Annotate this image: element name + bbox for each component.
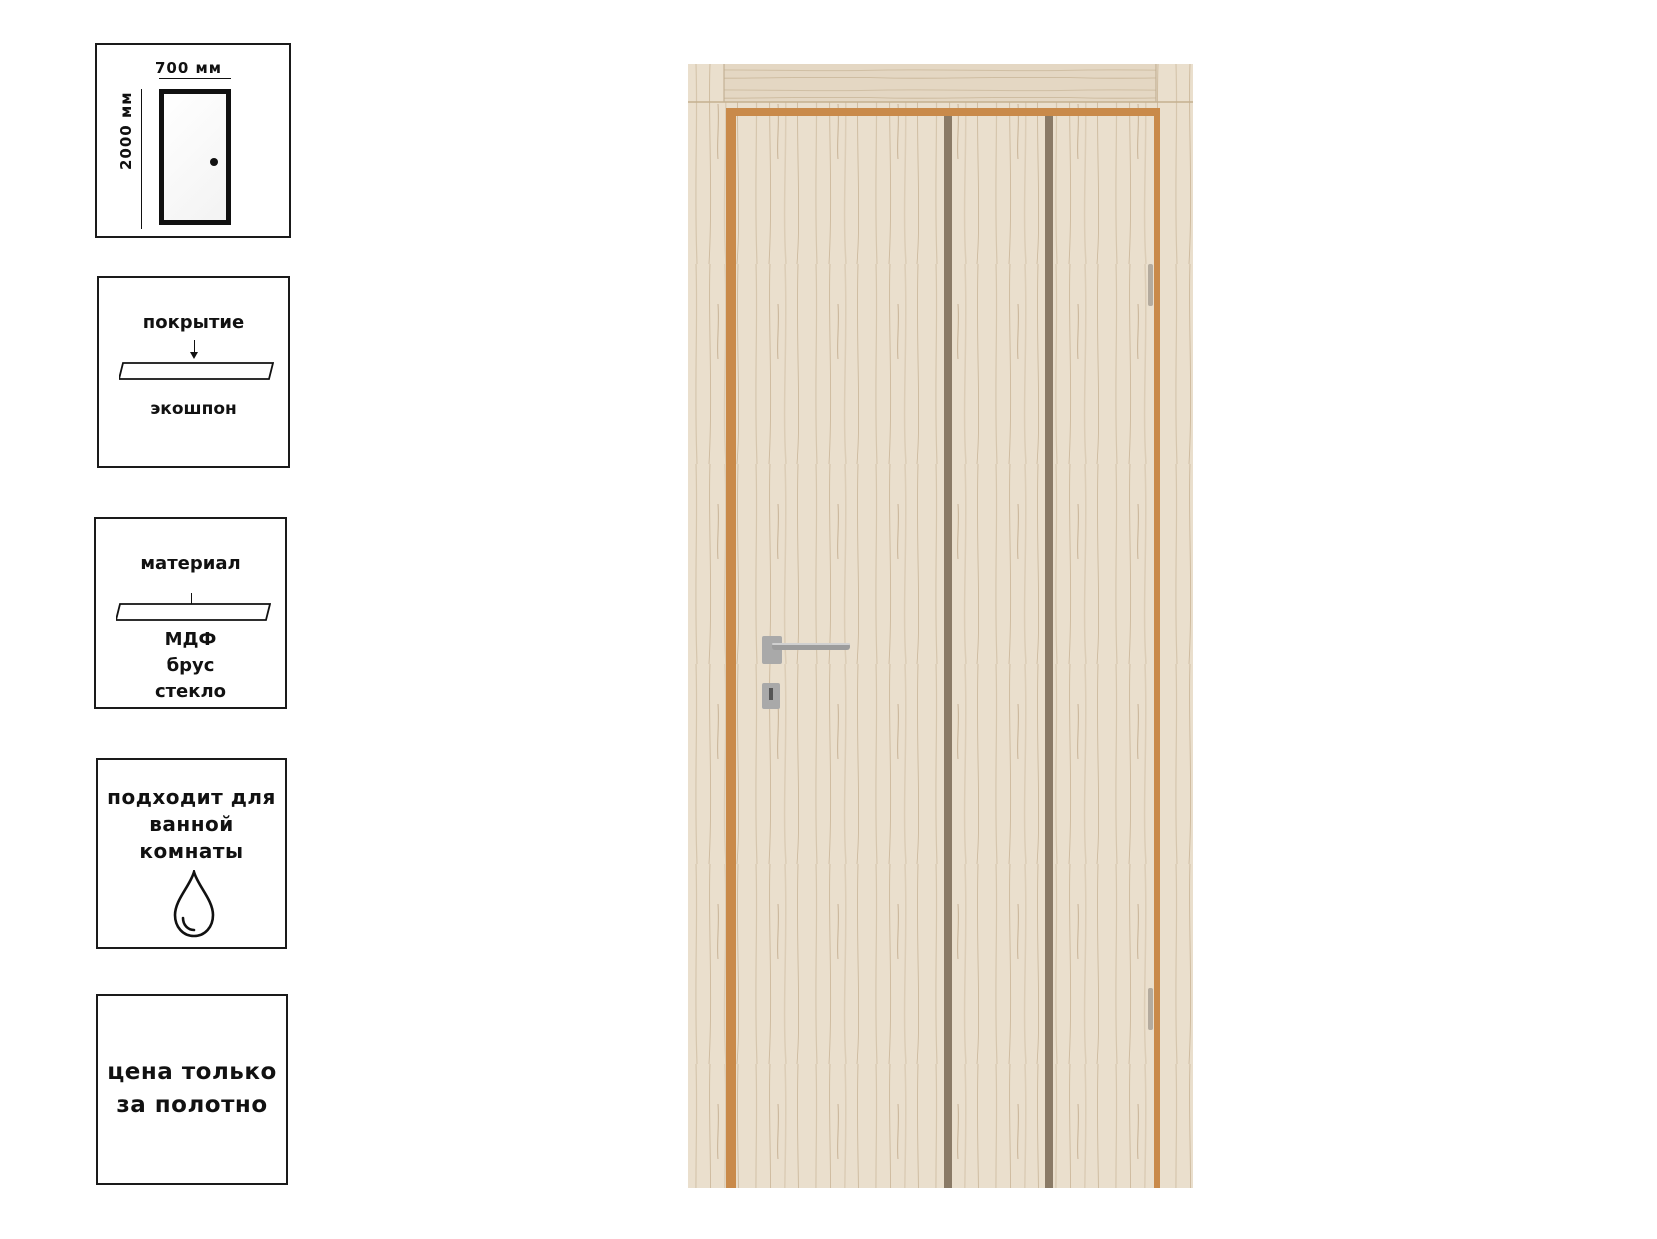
coating-value: экошпон xyxy=(150,399,237,419)
dimensions-card xyxy=(95,43,291,238)
door-header xyxy=(724,64,1156,102)
height-dimension-line xyxy=(141,89,142,229)
hinge-icon xyxy=(1148,264,1153,306)
material-card xyxy=(94,517,287,709)
material-title: материал xyxy=(140,553,241,574)
bathroom-card xyxy=(96,758,287,949)
coating-title: покрытие xyxy=(142,312,245,333)
price-note-line: цена только xyxy=(107,1059,277,1085)
layer-slab-icon xyxy=(116,603,271,619)
material-item: брус xyxy=(166,655,215,676)
bathroom-line: подходит для xyxy=(107,785,276,809)
bathroom-text xyxy=(98,784,285,865)
door-product-image xyxy=(688,64,1193,1188)
price-note-card xyxy=(96,994,288,1185)
door-knob-icon xyxy=(210,158,218,166)
width-dimension-line xyxy=(159,78,231,79)
down-arrow-icon xyxy=(194,340,195,357)
door-outline-icon xyxy=(159,89,231,225)
lock-plate-icon xyxy=(762,683,780,709)
price-note-text xyxy=(98,1056,286,1122)
water-drop-icon xyxy=(172,870,216,942)
bathroom-line: ванной xyxy=(149,812,234,836)
material-item: МДФ xyxy=(164,629,217,650)
material-item: стекло xyxy=(154,681,227,702)
layer-slab-icon xyxy=(119,362,274,378)
price-note-line: за полотно xyxy=(116,1092,268,1118)
bathroom-line: комнаты xyxy=(139,839,244,863)
material-list xyxy=(96,627,285,705)
hinge-icon xyxy=(1148,988,1153,1030)
coating-card xyxy=(97,276,290,468)
width-label: 700 мм xyxy=(155,59,223,77)
height-label: 2000 мм xyxy=(117,91,135,170)
door-insert-stripe xyxy=(1045,116,1053,1188)
door-insert-stripe xyxy=(944,116,952,1188)
